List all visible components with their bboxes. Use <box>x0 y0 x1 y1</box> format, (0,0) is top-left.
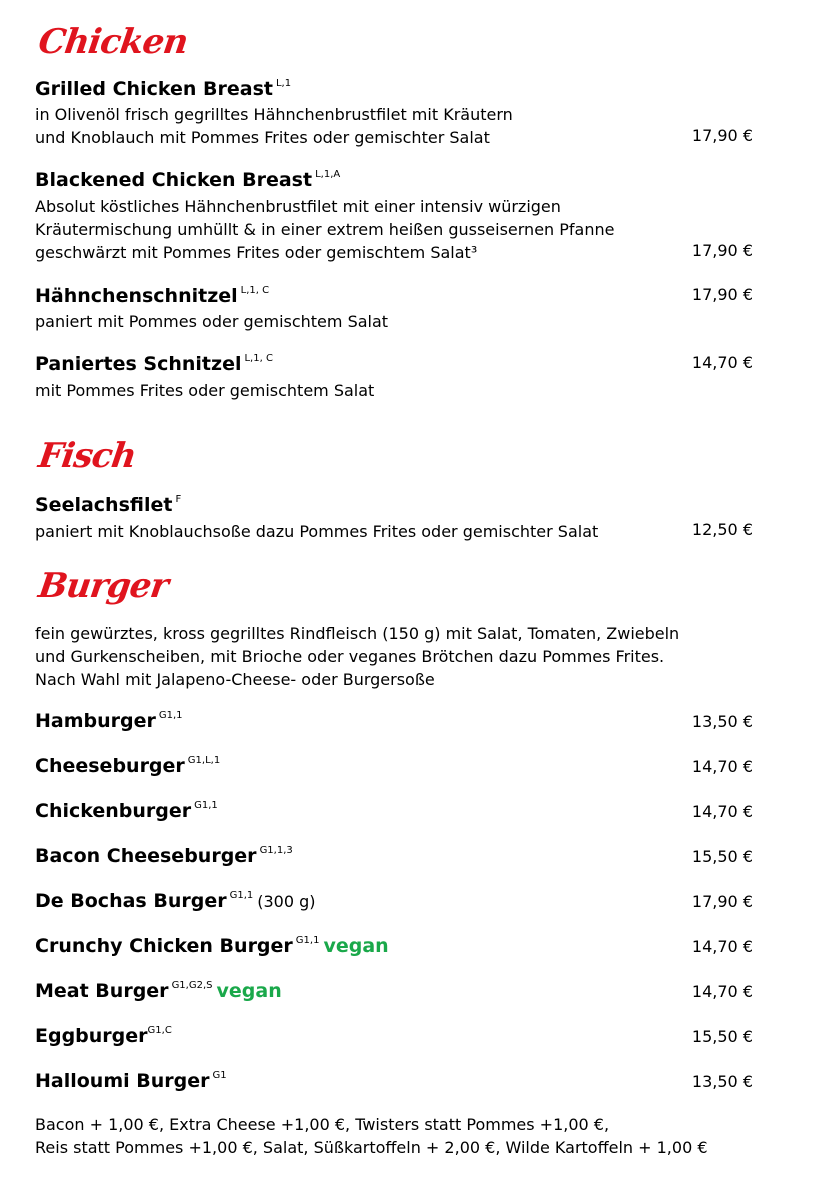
menu-item-price: 17,90 € <box>691 241 753 260</box>
menu-item-description: Absolut köstliches Hähnchenbrustfilet mit einer intensiv würzigen <box>35 197 561 216</box>
menu-item-description: paniert mit Pommes oder gemischtem Salat <box>35 312 389 331</box>
menu-item-price: 13,50 € <box>691 1072 753 1091</box>
allergen-codes: G1,G2,S <box>171 980 213 991</box>
menu-item-description: paniert mit Knoblauchsoße dazu Pommes Frites oder gemischter Salat <box>35 522 599 541</box>
menu-item-name: Cheeseburger $^{G1,L,1}$ <box>35 755 221 777</box>
allergen-codes: G1,C <box>147 1025 172 1036</box>
menu-item-name: Hähnchenschnitzel $^{L,1, C}$ <box>35 285 270 307</box>
menu-item-price: 14,70 € <box>691 757 753 776</box>
menu-item-description: und Knoblauch mit Pommes Frites oder gemischter Salat <box>35 128 490 147</box>
menu-item-price: 14,70 € <box>691 802 753 821</box>
menu-item-price: 17,90 € <box>691 892 753 911</box>
allergen-codes: G1 <box>212 1070 227 1081</box>
allergen-codes: L,1,A <box>315 169 341 180</box>
burger-extras-line: Bacon + 1,00 €, Extra Cheese +1,00 €, Twisters statt Pommes +1,00 €, <box>35 1115 610 1134</box>
allergen-codes: G1,L,1 <box>187 755 221 766</box>
allergen-codes: G1,1,3 <box>259 845 293 856</box>
allergen-codes: L,1, C <box>244 353 273 364</box>
menu-item-price: 12,50 € <box>691 520 753 539</box>
burger-intro-line: Nach Wahl mit Jalapeno-Cheese- oder Burgersoße <box>35 670 435 689</box>
menu-item-price: 14,70 € <box>691 937 753 956</box>
burger-intro-line: fein gewürztes, kross gegrilltes Rindfleisch (150 g) mit Salat, Tomaten, Zwiebeln <box>35 624 680 643</box>
menu-item-name: Bacon Cheeseburger $^{G1,1,3}$ <box>35 845 293 867</box>
allergen-codes: L,1, C <box>240 285 270 296</box>
menu-item-name: Halloumi Burger $^{G1}$ <box>35 1070 227 1092</box>
section-title-fisch: Fisch <box>36 436 139 476</box>
menu-item-name: Grilled Chicken Breast $^{L,1}$ <box>35 78 292 100</box>
menu-item-price: 17,90 € <box>691 285 753 304</box>
menu-item-price: 15,50 € <box>691 847 753 866</box>
menu-item-name: Paniertes Schnitzel $^{L,1, C}$ <box>35 353 273 375</box>
menu-item-name: Meat Burger $^{G1,G2,S}$ vegan <box>35 980 282 1002</box>
menu-item-name: Seelachsfilet $^F$ <box>35 494 182 516</box>
allergen-codes: G1,1 <box>229 890 254 901</box>
section-title-chicken: Chicken <box>36 22 190 62</box>
menu-item-name: Blackened Chicken Breast $^{L,1,A}$ <box>35 169 341 191</box>
burger-intro-line: und Gurkenscheiben, mit Brioche oder veganes Brötchen dazu Pommes Frites. <box>35 647 665 666</box>
menu-item-description: in Olivenöl frisch gegrilltes Hähnchenbrustfilet mit Kräutern <box>35 105 513 124</box>
allergen-codes: F <box>175 494 182 505</box>
burger-extras-line: Reis statt Pommes +1,00 €, Salat, Süßkartoffeln + 2,00 €, Wilde Kartoffeln + 1,00 € <box>35 1138 708 1157</box>
menu-item-price: 14,70 € <box>691 982 753 1001</box>
portion-size: (300 g) <box>257 892 316 911</box>
allergen-codes: G1,1 <box>158 710 183 721</box>
section-title-burger: Burger <box>36 566 171 606</box>
allergen-codes: G1,1 <box>295 935 320 946</box>
vegan-label: vegan <box>216 980 282 1002</box>
menu-item-price: 15,50 € <box>691 1027 753 1046</box>
allergen-codes: L,1 <box>275 78 292 89</box>
menu-item-price: 17,90 € <box>691 126 753 145</box>
menu-item-price: 13,50 € <box>691 712 753 731</box>
vegan-label: vegan <box>323 935 389 957</box>
menu-item-description: geschwärzt mit Pommes Frites oder gemischtem Salat³ <box>35 243 478 262</box>
menu-item-name: Crunchy Chicken Burger $^{G1,1}$ vegan <box>35 935 389 957</box>
menu-item-description: Kräutermischung umhüllt & in einer extrem heißen gusseisernen Pfanne <box>35 220 615 239</box>
menu-item-name: Chickenburger $^{G1,1}$ <box>35 800 218 822</box>
menu-item-name: Hamburger $^{G1,1}$ <box>35 710 183 732</box>
menu-item-name: Eggburger$^{G1,C}$ <box>35 1025 172 1047</box>
allergen-codes: G1,1 <box>194 800 218 811</box>
menu-item-price: 14,70 € <box>691 353 753 372</box>
menu-item-description: mit Pommes Frites oder gemischtem Salat <box>35 381 375 400</box>
menu-item-name: De Bochas Burger $^{G1,1}$ (300 g) <box>35 890 316 912</box>
